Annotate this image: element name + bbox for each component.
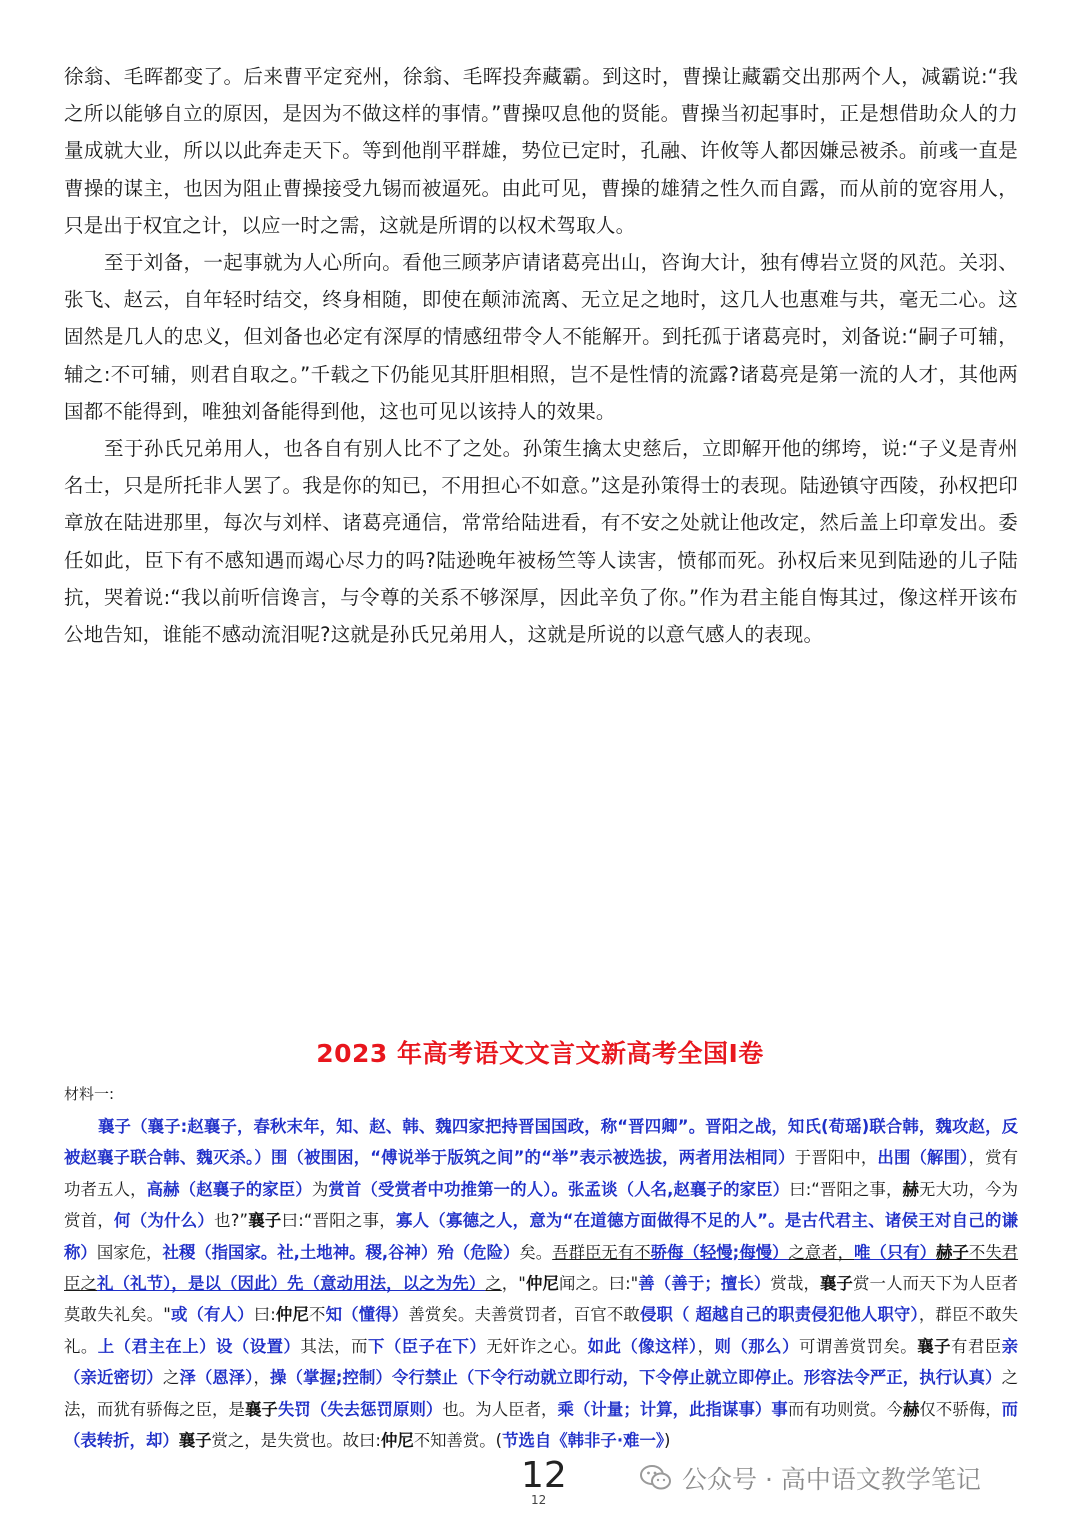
passage-text-span: 赏哉， [770, 1274, 820, 1294]
passage-text-span: 无大功，今为赏首， [64, 1179, 1019, 1231]
passage-text-span: 之法，而犹有骄侮之臣，是 [64, 1368, 1019, 1419]
material-label: 材料一: [64, 1085, 115, 1103]
wechat-icon [640, 1464, 672, 1492]
passage-text-span: 其法，而 [300, 1336, 369, 1356]
passage-text-span: 国家危， [96, 1242, 163, 1262]
annotation-span: 乘（计量；计算，此指谋事）事 [557, 1399, 788, 1419]
translation-paragraph-2: 至于刘备，一起事就为人心所向。看他三顾茅庐请诸葛亮出山，咨询大计，独有傅岩立贤的风范。关羽、张飞、赵云，自年轻时结交，终身相随，即使在颠沛流离、无立足之地时，这几人也惠难与共，毫无二心。这固然是几人的忠义，但刘备也必定有深厚的情感纽带令人不能解开。到托孤于诸葛亮时，刘备说:“嗣子可辅，辅之:不可辅，则君自取之。”千载之下仍能见其肝胆相照，岂不是性情的流露?诸葛亮是第一流的人才，其他两国都不能得到，唯独刘备能得到他，这也可见以该持人的效果。 [64, 251, 1018, 423]
passage-text-span: 也?” [214, 1211, 248, 1231]
passage-text-span: 仲尼 [275, 1305, 310, 1325]
passage-text-span: 襄子 [819, 1274, 854, 1294]
page-number-small: 12 [531, 1493, 547, 1507]
page-number: 12 [521, 1455, 567, 1496]
passage-text-span: 不失君臣之 [64, 1242, 1019, 1294]
annotation-span: 善（善于；擅长） [638, 1274, 771, 1294]
annotation-span: 出围（解围） [877, 1148, 969, 1168]
passage-text-span: 仲尼 [380, 1431, 414, 1451]
annotation-span: 节选自《韩非子·难一》 [502, 1431, 665, 1451]
annotation-span: 操（掌握;控制）令行禁止（下令行动就立即行动，下令停止就立即停止。形容法令严正，执行认真） [270, 1368, 1002, 1388]
passage-text-span: 为 [311, 1179, 329, 1199]
annotation-span: 上（君主在上）设（设置） [97, 1336, 301, 1356]
passage-text-span: 赏之，是失赏也。故曰: [211, 1431, 381, 1451]
passage-text-span: 无奸诈之心。 [486, 1336, 588, 1356]
annotation-span: 襄子（襄子:赵襄子，春秋末年，知、赵、韩、魏四家把持晋国国政，称“晋四卿”。晋阳之战，知氏(荀瑶)联合韩，魏攻赵，反被赵襄子联合韩、魏灭杀。）围（被围困，“傅说举于版筑之间”的“举”表示被选拔，两者用法相同） [64, 1117, 1019, 1168]
passage-text-span: 吾群臣无有不 [552, 1242, 651, 1262]
translation-text [64, 58, 1018, 653]
annotation-span: 下（臣子在下） [368, 1336, 487, 1356]
annotation-span: 社稷（指国家。社,土地神。稷,谷神）殆（危险） [162, 1242, 520, 1262]
passage-text-span: 襄子 [178, 1431, 212, 1451]
passage-text-span: 赫 [902, 1399, 920, 1419]
annotation-span: 骄侮（轻慢;侮慢） [650, 1242, 789, 1262]
passage-text-span: 襄子 [917, 1336, 951, 1356]
passage-text-span: 曰: [253, 1305, 276, 1325]
passage-text-span: 赫 [902, 1179, 920, 1199]
passage-text-span: 也。为人臣者， [442, 1399, 558, 1419]
annotation-span: 赏首（受赏者中功推第一的人）。张孟谈（人名,赵襄子的家臣） [328, 1179, 790, 1199]
passage-text-span: 仲尼 [525, 1274, 560, 1294]
annotation-span: 唯（只有） [854, 1242, 937, 1262]
annotation-span: 则（那么） [714, 1336, 799, 1356]
passage-text-span: 之意者， [788, 1242, 855, 1262]
annotation-span: 泽（恩泽） [179, 1368, 254, 1388]
annotation-span: 何（为什么） [114, 1211, 215, 1231]
passage-text-span: 善赏矣。夫善赏罚者，百官不敢 [408, 1305, 640, 1325]
passage-text-span: ， [697, 1336, 715, 1356]
annotation-span: 如此（像这样） [587, 1336, 698, 1356]
passage-text-span: 矣。 [519, 1242, 553, 1262]
passage-text-span: 赏一人而天下为人臣者莫敢失礼矣。" [64, 1274, 1019, 1325]
passage-text-span: 曰:“晋阳之事， [281, 1211, 396, 1231]
passage-text-span: 之 [162, 1368, 180, 1388]
passage-text-span: ) [664, 1431, 671, 1451]
passage-text-span: 闻之。曰:" [559, 1274, 639, 1294]
passage-text-span: 有君臣 [950, 1336, 1002, 1356]
annotation-span: 寡人（寡德之人，意为“在道德方面做得不足的人”。是古代君主、诸侯王对自己的谦称） [64, 1211, 1019, 1262]
watermark-text: 公众号 · 高中语文教学笔记 [682, 1465, 981, 1494]
passage-text-span: 不 [309, 1305, 326, 1325]
passage-text-span: 赫子 [936, 1242, 969, 1262]
classical-passage [64, 1111, 1018, 1456]
passage-text-span: 不知善赏。( [413, 1431, 503, 1451]
annotation-span: 失罚（失去惩罚原则） [277, 1399, 443, 1419]
annotation-span: 而（表转折，却） [64, 1399, 1019, 1451]
passage-text-span: 之 [485, 1274, 502, 1294]
passage-text-span: 襄子 [247, 1211, 282, 1231]
annotation-span: 高赫（赵襄子的家臣） [146, 1179, 312, 1199]
annotation-span: 礼（礼节），是以（因此）先（意动用法，以之为先） [97, 1274, 486, 1294]
passage-text-span: 襄子 [244, 1399, 278, 1419]
passage-text-span: 而有功则赏。今 [787, 1399, 903, 1419]
watermark [640, 1460, 981, 1496]
passage-text-span: ， [253, 1368, 271, 1388]
annotation-span: 知（懂得） [325, 1305, 409, 1325]
annotation-span: 或（有人） [170, 1305, 254, 1325]
passage-text-span: 于晋阳中， [794, 1148, 878, 1168]
passage-text-span: 可谓善赏罚矣。 [798, 1336, 918, 1356]
translation-paragraph-1: 徐翁、毛晖都变了。后来曹平定兖州，徐翁、毛晖投奔藏霸。到这时，曹操让藏霸交出那两个人，减霸说:“我之所以能够自立的原因，是因为不做这样的事情。”曹操叹息他的贤能。曹操当初起事时，正是想借助众人的力量成就大业，所以以此奔走天下。等到他削平群雄，势位已定时，孔融、许攸等人都因嫌忌被杀。前彧一直是曹操的谋主，也因为阻止曹操接受九锡而被逼死。由此可见，曹操的雄猜之性久而自露，而从前的宽容用人，只是出于权宜之计，以应一时之需，这就是所谓的以权术驾取人。 [64, 65, 1018, 237]
annotation-span: 侵职（ 超越自己的职责侵犯他人职守） [639, 1305, 919, 1325]
passage-text-span: ，群臣不敢失礼。 [64, 1305, 1019, 1356]
translation-paragraph-3: 至于孙氏兄弟用人，也各自有别人比不了之处。孙策生擒太史慈后，立即解开他的绑垮，说:“子义是青州名士，只是所托非人罢了。我是你的知已，不用担心不如意。”这是孙策得士的表现。陆逊镇守西陵，孙权把印章放在陆进那里，每次与刘样、诸葛亮通信，常常给陆进看，有不安之处就让他改定，然后盖上印章发出。委任如此，臣下有不感知遇而竭心尽力的吗?陆逊晚年被杨竺等人读害，愤郁而死。孙权后来见到陆逊的儿子陆抗，哭着说:“我以前听信谗言，与令尊的关系不够深厚，因此辛负了你。”作为君主能自悔其过，像这样开该布公地告知，谁能不感动流泪呢?这就是孙氏兄弟用人，这就是所说的以意气感人的表现。 [64, 437, 1018, 647]
passage-text-span: 曰:“晋阳之事， [789, 1179, 903, 1199]
exam-title: 2023 年高考语文文言文新高考全国Ⅰ卷 [316, 1039, 764, 1068]
passage-text-span: 仅不骄侮， [919, 1399, 1002, 1419]
annotation-span: 亲（亲近密切） [64, 1336, 1019, 1388]
passage-text-span: ，" [501, 1274, 526, 1294]
passage-text-span: ，赏有功者五人， [64, 1148, 1019, 1199]
